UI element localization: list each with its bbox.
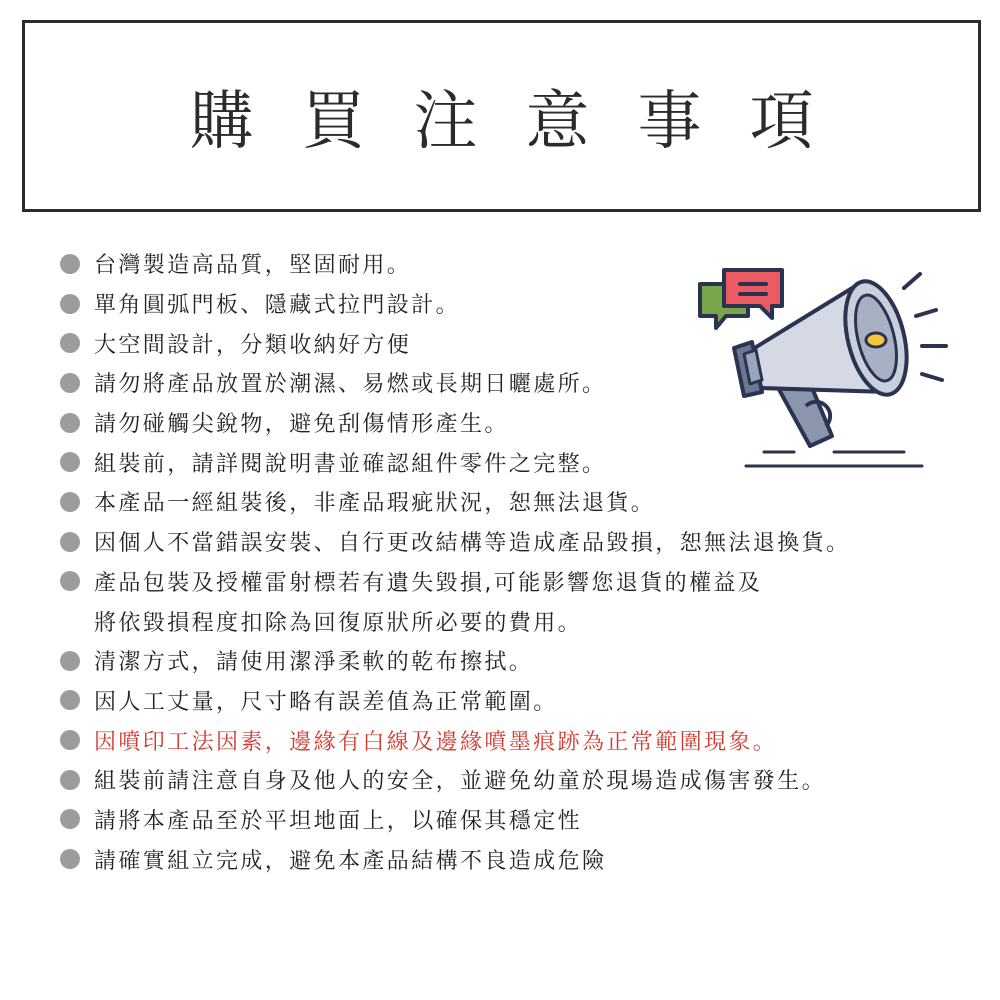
list-item bbox=[60, 641, 850, 681]
item-text: 本產品一經組裝後，非產品瑕疵狀況，恕無法退貨。 bbox=[94, 491, 656, 517]
item-text: 台灣製造高品質，堅固耐用。 bbox=[94, 253, 412, 279]
item-text: 組裝前，請詳閱說明書並確認組件零件之完整。 bbox=[94, 451, 607, 477]
item-text: 因人工丈量，尺寸略有誤差值為正常範圍。 bbox=[94, 689, 558, 715]
bullet-icon bbox=[60, 532, 80, 552]
bullet-icon bbox=[60, 770, 80, 790]
title-box bbox=[22, 20, 981, 212]
bullet-icon bbox=[60, 849, 80, 869]
list-item-continuation bbox=[60, 601, 850, 641]
item-text: 請將本產品至於平坦地面上，以確保其穩定性 bbox=[94, 808, 583, 834]
item-text: 產品包裝及授權雷射標若有遺失毀損,可能影響您退貨的權益及 bbox=[94, 570, 763, 596]
item-text: 大空間設計，分類收納好方便 bbox=[94, 332, 412, 358]
list-item bbox=[60, 760, 850, 800]
bullet-icon bbox=[60, 690, 80, 710]
bullet-icon bbox=[60, 452, 80, 472]
item-text: 組裝前請注意自身及他人的安全，並避免幼童於現場造成傷害發生。 bbox=[94, 769, 827, 795]
item-text: 清潔方式，請使用潔淨柔軟的乾布擦拭。 bbox=[94, 650, 534, 676]
page-title: 購買注意事項 bbox=[189, 85, 862, 159]
bullet-icon bbox=[60, 809, 80, 829]
item-text: 單角圓弧門板、隱藏式拉門設計。 bbox=[94, 293, 461, 319]
list-item bbox=[60, 522, 850, 562]
list-item bbox=[60, 681, 850, 721]
bullet-icon bbox=[60, 492, 80, 512]
bullet-icon bbox=[60, 651, 80, 671]
item-text: 請確實組立完成，避免本產品結構不良造成危險 bbox=[94, 848, 607, 874]
bullet-icon bbox=[60, 730, 80, 750]
item-text: 將依毀損程度扣除為回復原狀所必要的費用。 bbox=[94, 610, 583, 636]
list-item bbox=[60, 562, 850, 602]
item-text: 因噴印工法因素，邊緣有白線及邊緣噴墨痕跡為正常範圍現象。 bbox=[94, 729, 778, 755]
list-item bbox=[60, 839, 850, 879]
bullet-icon bbox=[60, 373, 80, 393]
megaphone-icon bbox=[694, 256, 954, 476]
item-text: 因個人不當錯誤安裝、自行更改結構等造成產品毀損，恕無法退換貨。 bbox=[94, 531, 851, 557]
chat-bubbles-icon bbox=[700, 270, 782, 328]
bullet-icon bbox=[60, 254, 80, 274]
item-text: 請勿碰觸尖銳物，避免刮傷情形產生。 bbox=[94, 412, 509, 438]
list-item bbox=[60, 482, 850, 522]
bullet-icon bbox=[60, 413, 80, 433]
bullet-icon bbox=[60, 333, 80, 353]
list-item-highlight bbox=[60, 720, 850, 760]
item-text: 請勿將產品放置於潮濕、易燃或長期日曬處所。 bbox=[94, 372, 607, 398]
list-item bbox=[60, 800, 850, 840]
bullet-icon bbox=[60, 571, 80, 591]
bullet-icon bbox=[60, 294, 80, 314]
